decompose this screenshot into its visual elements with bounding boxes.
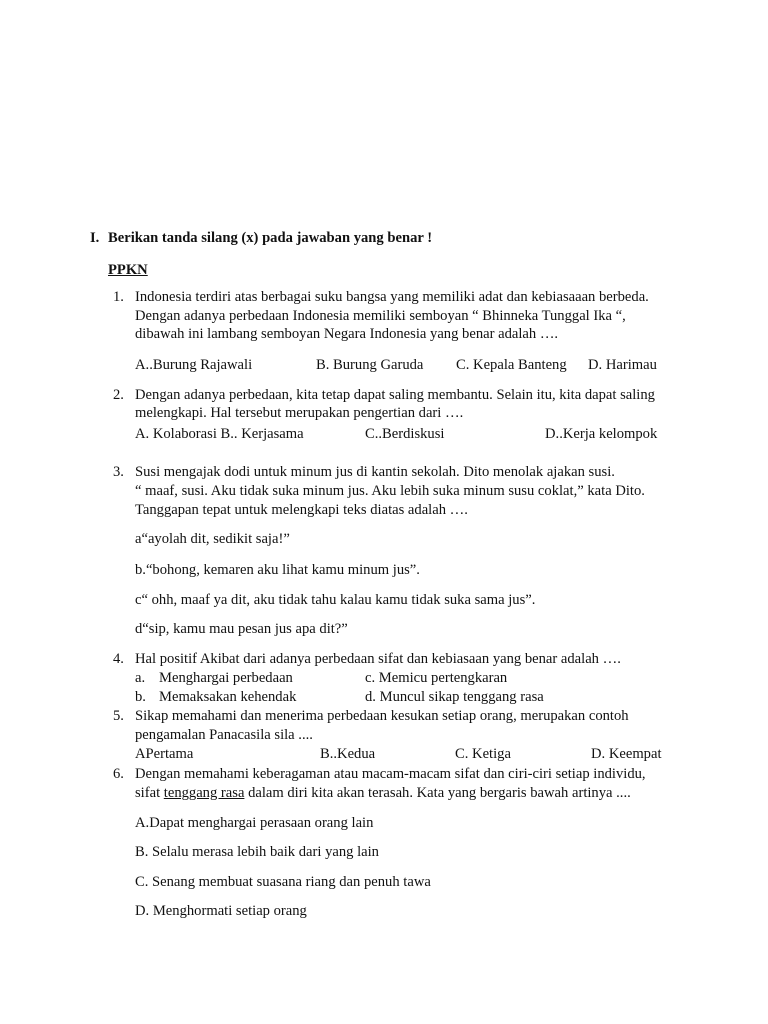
question-text-line: Susi mengajak dodi untuk minum jus di kantin sekolah. Dito menolak ajakan susi. — [135, 464, 615, 480]
option-d: d. Muncul sikap tenggang rasa — [365, 689, 544, 705]
option-d: D. Keempat — [591, 746, 662, 762]
question-number: 1. — [113, 289, 124, 305]
question-text-line: Dengan memahami keberagaman atau macam-macam sifat dan ciri-ciri setiap individu, — [135, 766, 646, 782]
option-b: b.“bohong, kemaren aku lihat kamu minum jus”. — [135, 562, 420, 578]
question-number: 4. — [113, 651, 124, 667]
question-text-line: dibawah ini lambang semboyan Negara Indonesia yang benar adalah …. — [135, 326, 559, 342]
question-text-line: pengamalan Panacasila sila .... — [135, 727, 313, 743]
option-a-b: A. Kolaborasi B.. Kerjasama — [135, 426, 304, 442]
option-a: A..Burung Rajawali — [135, 357, 253, 373]
text-segment: sifat — [135, 785, 164, 801]
option-d: D. Menghormati setiap orang — [135, 903, 307, 919]
underlined-term: tenggang rasa — [163, 785, 245, 801]
question-number: 5. — [113, 708, 124, 724]
text-segment: dalam diri kita akan terasah. Kata yang bergaris bawah artinya .... — [244, 785, 631, 801]
option-c: C..Berdiskusi — [365, 426, 445, 442]
option-c: c“ ohh, maaf ya dit, aku tidak tahu kalau kamu tidak suka sama jus”. — [135, 592, 536, 608]
option-b: Memaksakan kehendak — [159, 689, 297, 705]
option-letter: a. — [135, 670, 146, 686]
question-number: 6. — [113, 766, 124, 782]
option-d: D. Harimau — [588, 357, 657, 373]
question-text-line: Sikap memahami dan menerima perbedaan kesukan setiap orang, merupakan contoh — [135, 708, 629, 724]
option-c: C. Ketiga — [455, 746, 511, 762]
question-number: 2. — [113, 387, 124, 403]
question-text-line: Indonesia terdiri atas berbagai suku bangsa yang memiliki adat dan kebiasaaan berbeda. — [135, 289, 649, 305]
section-numeral: I. — [90, 230, 100, 246]
option-letter: b. — [135, 689, 146, 705]
question-number: 3. — [113, 464, 124, 480]
option-a: Menghargai perbedaan — [159, 670, 293, 686]
question-text-line: Tanggapan tepat untuk melengkapi teks diatas adalah …. — [135, 502, 468, 518]
option-c: c. Memicu pertengkaran — [365, 670, 508, 686]
option-c: C. Senang membuat suasana riang dan penuh tawa — [135, 874, 431, 890]
question-text-line: “ maaf, susi. Aku tidak suka minum jus. Aku lebih suka minum susu coklat,” kata Dito. — [135, 483, 645, 499]
question-text-line — [135, 784, 631, 802]
option-a: APertama — [135, 746, 194, 762]
option-b: B. Burung Garuda — [316, 357, 424, 373]
subject-title: PPKN — [108, 262, 148, 278]
question-text-line: Dengan adanya perbedaan, kita tetap dapat saling membantu. Selain itu, kita dapat saling — [135, 387, 655, 403]
section-instruction: Berikan tanda silang (x) pada jawaban yang benar ! — [108, 230, 433, 246]
question-text-line: Hal positif Akibat dari adanya perbedaan sifat dan kebiasaan yang benar adalah …. — [135, 651, 621, 667]
question-text-line: melengkapi. Hal tersebut merupakan pengertian dari …. — [135, 405, 464, 421]
option-b: B. Selalu merasa lebih baik dari yang lain — [135, 844, 379, 860]
option-a: a“ayolah dit, sedikit saja!” — [135, 531, 290, 547]
option-c: C. Kepala Banteng — [456, 357, 567, 373]
option-d: d“sip, kamu mau pesan jus apa dit?” — [135, 621, 348, 637]
option-b: B..Kedua — [320, 746, 376, 762]
option-d: D..Kerja kelompok — [545, 426, 658, 442]
question-text-line: Dengan adanya perbedaan Indonesia memiliki semboyan “ Bhinneka Tunggal Ika “, — [135, 308, 626, 324]
option-a: A.Dapat menghargai perasaan orang lain — [135, 815, 374, 831]
